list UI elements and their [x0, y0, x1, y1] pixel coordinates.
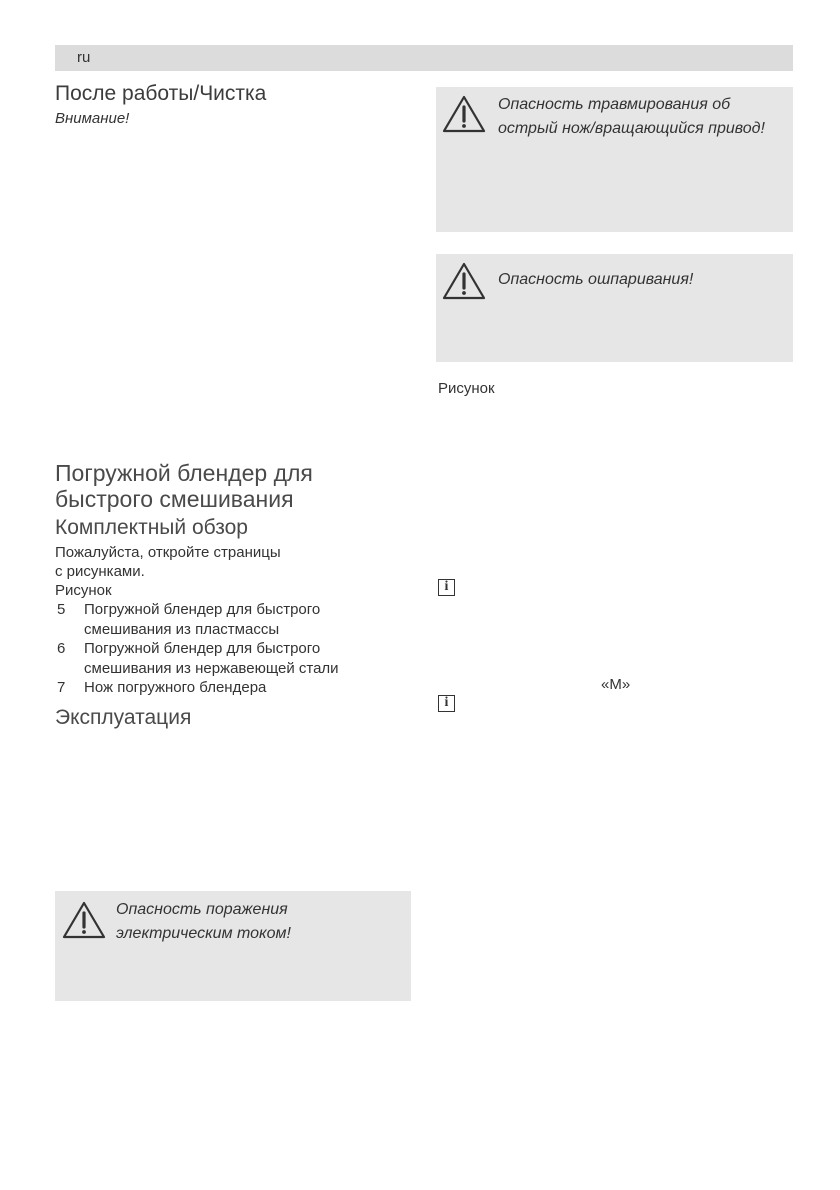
- warning-triangle-icon: [62, 901, 106, 939]
- header-bar: [55, 45, 793, 71]
- info-icon: i: [438, 579, 455, 596]
- overview-text-line2: с рисунками.: [55, 563, 145, 580]
- list-item-number: 5: [57, 601, 66, 618]
- overview-text-line1: Пожалуйста, откройте страницы: [55, 544, 281, 561]
- list-item-text-line1: Погружной блендер для быстрого: [84, 640, 321, 657]
- attention-label: Внимание!: [55, 110, 130, 127]
- list-item: [55, 639, 415, 678]
- list-item-number: 6: [57, 640, 66, 657]
- section-title-after-use: После работы/Чистка: [55, 82, 267, 105]
- list-item-text-line2: смешивания из нержавеющей стали: [84, 659, 339, 677]
- figure-label-left: Рисунок: [55, 582, 112, 599]
- list-item: [55, 600, 415, 639]
- component-list: [55, 600, 415, 698]
- blender-title-line2: быстрого смешивания: [55, 486, 294, 512]
- operation-title: Эксплуатация: [55, 706, 192, 729]
- warning-knife-line1: Опасность травмирования об: [498, 96, 731, 113]
- overview-title: Комплектный обзор: [55, 516, 248, 539]
- figure-label-right: Рисунок: [438, 380, 495, 397]
- list-item-number: 7: [57, 679, 66, 696]
- m-label: «M»: [601, 676, 631, 693]
- blender-title-line1: Погружной блендер для: [55, 460, 313, 486]
- list-item: [55, 678, 415, 698]
- warning-electric-line2: электрическим током!: [116, 925, 291, 942]
- warning-triangle-icon: [442, 95, 486, 133]
- info-icon: i: [438, 695, 455, 712]
- warning-triangle-icon: [442, 262, 486, 300]
- list-item-text-line1: Нож погружного блендера: [84, 679, 267, 696]
- warning-box-electric: [55, 891, 411, 1001]
- list-item-text-line1: Погружной блендер для быстрого: [84, 601, 321, 618]
- warning-knife-line2: острый нож/вращающийся привод!: [498, 120, 765, 137]
- list-item-text-line2: смешивания из пластмассы: [84, 620, 280, 638]
- warning-box-scald: [436, 254, 793, 362]
- warning-electric-line1: Опасность поражения: [116, 901, 288, 918]
- warning-box-knife: [436, 87, 793, 232]
- warning-scald-text: Опасность ошпаривания!: [498, 271, 694, 288]
- language-label: ru: [77, 49, 91, 66]
